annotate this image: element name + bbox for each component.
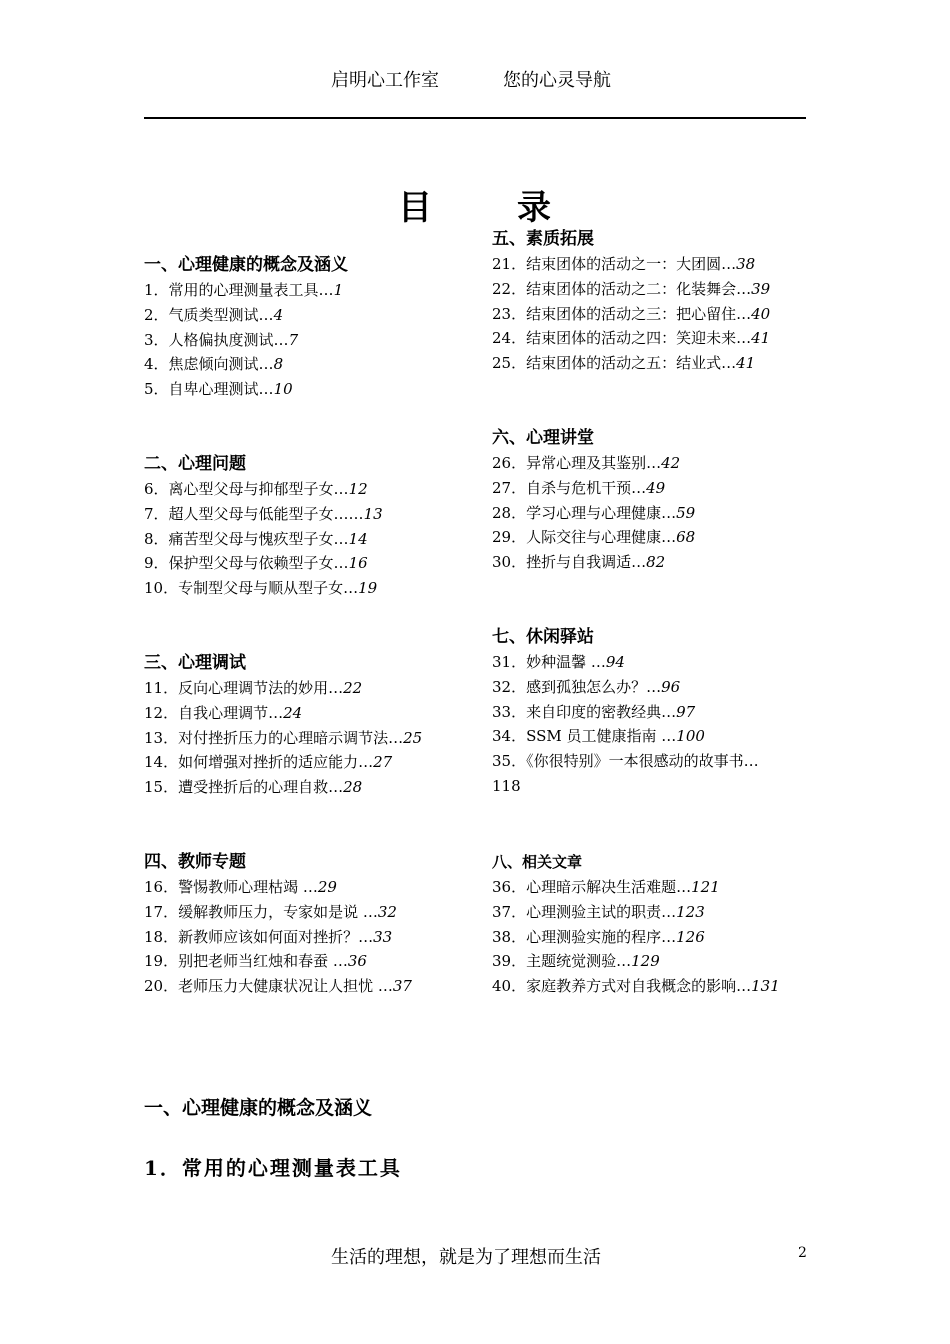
toc-entry[interactable] [492, 302, 810, 327]
toc-entry-title: 结束团体的活动之二：化装舞会… [526, 279, 752, 298]
toc-entry[interactable] [492, 476, 810, 501]
toc-entry-number: 29． [492, 528, 527, 547]
toc-entry-number: 28． [492, 503, 527, 522]
toc-section [492, 227, 810, 376]
toc-entry-page: 24 [283, 703, 303, 722]
toc-entry[interactable] [492, 675, 810, 700]
toc-entry-title: 老师压力大健康状况让人担忧 … [178, 977, 393, 996]
toc-entry-page: 22 [343, 679, 363, 697]
toc-entry-title: 如何增强对挫折的适应能力… [178, 753, 374, 772]
toc-entry-page: 1 [333, 281, 344, 299]
toc-entry[interactable] [144, 576, 474, 601]
toc-entry-page: 28 [343, 778, 363, 797]
toc-entry-page: 25 [403, 728, 423, 747]
toc-entry-title: 焦虑倾向测试… [168, 355, 274, 374]
page-number: 2 [798, 1245, 807, 1261]
toc-entry[interactable] [492, 525, 810, 550]
toc-entry-title: 心理暗示解决生活难题… [526, 878, 692, 896]
toc-entry-page: 12 [348, 480, 368, 498]
toc-entry[interactable] [492, 501, 810, 526]
toc-entry-number: 37． [492, 902, 527, 921]
toc-entry-number: 5． [144, 380, 169, 399]
toc-entry[interactable] [144, 750, 474, 775]
toc-entry-number: 27． [492, 478, 527, 497]
toc-entry[interactable] [492, 650, 810, 675]
toc-entry[interactable] [144, 377, 474, 402]
toc-entry-title: 离心型父母与抑郁型子女… [168, 480, 349, 498]
toc-entry[interactable] [144, 278, 474, 303]
toc-entry-number: 32． [492, 677, 527, 696]
toc-entry-title: 人格偏执度测试… [168, 330, 289, 349]
toc-entry[interactable] [144, 676, 474, 701]
toc-entry-page: 59 [676, 503, 696, 522]
toc-entry-page: 13 [363, 504, 383, 523]
body-section-heading: 一、心理健康的概念及涵义 [144, 1097, 373, 1119]
toc-entry[interactable] [492, 252, 810, 277]
toc-entry[interactable] [492, 925, 810, 950]
toc-entry-number: 34． [492, 727, 527, 746]
toc-entry-title: 结束团体的活动之五：结业式… [526, 354, 737, 373]
toc-entry-number: 4． [144, 355, 169, 374]
toc-entry-number: 18． [144, 927, 179, 946]
toc-entry-number: 39． [492, 952, 527, 971]
toc-entry-title: 心理测验实施的程序… [526, 927, 677, 946]
toc-entry[interactable] [492, 900, 810, 925]
toc-entry[interactable] [144, 726, 474, 751]
toc-entry-page: 40 [751, 304, 771, 323]
toc-entry-title: 保护型父母与依赖型子女… [168, 554, 349, 573]
toc-entry-title: 对付挫折压力的心理暗示调节法… [178, 728, 404, 747]
toc-entry-page: 27 [373, 753, 393, 772]
toc-entry-page: 41 [751, 329, 771, 348]
page-header [0, 66, 950, 96]
toc-entry-title: 自杀与危机干预… [526, 478, 647, 497]
toc-entry-page: 38 [736, 255, 756, 273]
toc-entry-page: 97 [676, 702, 696, 721]
toc-entry-number: 7． [144, 504, 169, 523]
toc-entry-title: 学习心理与心理健康… [526, 503, 677, 522]
toc-entry-page: 33 [373, 927, 393, 946]
toc-section [144, 253, 474, 402]
toc-entry-title: 遭受挫折后的心理自救… [178, 778, 344, 797]
toc-entry[interactable] [492, 351, 810, 376]
toc-entry-page: 96 [661, 677, 681, 696]
toc-entry[interactable] [492, 749, 810, 774]
toc-title: 目录 [398, 188, 636, 228]
toc-entry-page: 82 [646, 553, 666, 572]
toc-section [144, 850, 474, 999]
toc-entry[interactable] [492, 700, 810, 725]
toc-entry-page: 39 [751, 279, 771, 298]
toc-entry-number: 40． [492, 977, 527, 996]
toc-entry-page: 19 [358, 579, 378, 598]
toc-entry-number: 35． [492, 752, 527, 771]
toc-entry[interactable] [492, 974, 810, 999]
toc-entry-number: 6． [144, 480, 169, 498]
toc-entry-number: 33． [492, 702, 527, 721]
toc-section [144, 651, 474, 800]
toc-entry[interactable] [144, 775, 474, 800]
toc-entry-title: 专制型父母与顺从型子女… [178, 579, 359, 598]
toc-entry-number: 26． [492, 454, 527, 472]
toc-entry-page: 14 [348, 529, 368, 548]
toc-entry-title: 妙种温馨 … [526, 653, 606, 671]
toc-entry-title: 新教师应该如何面对挫折？… [178, 927, 374, 946]
toc-entry-number: 38． [492, 927, 527, 946]
toc-entry-number: 12． [144, 703, 179, 722]
toc-entry[interactable] [144, 328, 474, 353]
toc-entry[interactable] [144, 551, 474, 576]
toc-entry-title: 主题统觉测验… [526, 952, 632, 971]
toc-entry-number: 17． [144, 902, 179, 921]
footer-motto: 生活的理想，就是为了理想而生活 [331, 1247, 601, 1268]
toc-section-heading: 五、素质拓展 [492, 229, 594, 249]
toc-entry[interactable] [144, 701, 474, 726]
toc-entry-title: 人际交往与心理健康… [526, 528, 677, 547]
toc-entry-number: 20． [144, 977, 179, 996]
toc-entry-title: 常用的心理测量表工具… [168, 281, 334, 299]
toc-entry-number: 16． [144, 878, 179, 896]
toc-entry[interactable] [144, 502, 474, 527]
toc-entry-title: 自卑心理测试… [168, 380, 274, 399]
toc-entry-number: 9． [144, 554, 169, 573]
toc-entry[interactable] [144, 477, 474, 502]
toc-entry-title: 结束团体的活动之三：把心留住… [526, 304, 752, 323]
toc-section [492, 625, 810, 799]
toc-entry-page: 4 [273, 305, 284, 324]
toc-section-heading: 二、心理问题 [144, 454, 246, 474]
toc-section-heading: 一、心理健康的概念及涵义 [144, 255, 348, 275]
toc-entry-title: 结束团体的活动之四：笑迎未来… [526, 329, 752, 348]
toc-entry-number: 25． [492, 354, 527, 373]
toc-entry-page: 121 [691, 878, 720, 896]
toc-entry-page: 94 [605, 653, 625, 671]
toc-entry-title: 心理测验主试的职责… [526, 902, 677, 921]
toc-entry-page: 126 [676, 927, 705, 946]
toc-entry-page: 36 [347, 952, 367, 971]
toc-entry-title: 感到孤独怎么办？… [526, 677, 662, 696]
toc-entry-title: 来自印度的密教经典… [526, 702, 677, 721]
toc-entry-number: 3． [144, 330, 169, 349]
toc-entry-title: 痛苦型父母与愧疚型子女… [168, 529, 349, 548]
toc-entry-page: 8 [273, 355, 284, 374]
toc-entry-title: 别把老师当红烛和春蚕 … [178, 952, 348, 971]
toc-entry[interactable] [144, 352, 474, 377]
toc-entry[interactable] [144, 974, 474, 999]
toc-entry-number: 8． [144, 529, 169, 548]
toc-entry-title: 超人型父母与低能型子女…… [168, 504, 364, 523]
toc-entry[interactable] [492, 451, 810, 476]
toc-section-heading: 七、休闲驿站 [492, 627, 594, 647]
toc-entry-number: 23． [492, 304, 527, 323]
toc-entry-page: 16 [348, 554, 368, 573]
toc-entry-title: 反向心理调节法的妙用… [178, 679, 344, 697]
toc-entry-page: 32 [377, 902, 397, 921]
toc-entry-number: 11． [144, 679, 179, 697]
toc-entry[interactable] [492, 326, 810, 351]
toc-entry-page: 41 [736, 354, 756, 373]
toc-section [144, 452, 474, 601]
toc-entry-page: 29 [317, 878, 337, 896]
toc-entry[interactable] [144, 527, 474, 552]
toc-entry[interactable] [144, 925, 474, 950]
toc-entry[interactable] [492, 875, 810, 900]
toc-entry-title: 自我心理调节… [178, 703, 284, 722]
toc-entry-title: 《你很特别》一本很感动的故事书… [526, 752, 759, 771]
toc-entry-number: 2． [144, 305, 169, 324]
toc-entry[interactable] [492, 949, 810, 974]
toc-entry-page: 118 [492, 776, 521, 795]
toc-entry-number: 22． [492, 279, 527, 298]
toc-entry-title: 异常心理及其鉴别… [526, 454, 662, 472]
toc-entry-page-wrapped[interactable] [492, 774, 810, 799]
toc-entry[interactable] [144, 303, 474, 328]
toc-section [492, 850, 810, 999]
toc-entry-title: 气质类型测试… [168, 305, 274, 324]
toc-entry[interactable] [144, 900, 474, 925]
toc-entry-number: 24． [492, 329, 527, 348]
toc-entry-number: 19． [144, 952, 179, 971]
toc-entry-title: 结束团体的活动之一：大团圆… [526, 255, 737, 273]
toc-entry-number: 13． [144, 728, 179, 747]
toc-entry-title: 家庭教养方式对自我概念的影响… [526, 977, 752, 996]
toc-entry[interactable] [144, 949, 474, 974]
toc-section [492, 426, 810, 575]
toc-entry[interactable] [492, 550, 810, 575]
toc-entry[interactable] [492, 724, 810, 749]
toc-entry-page: 123 [676, 902, 705, 921]
toc-entry-page: 10 [273, 380, 293, 399]
toc-entry-page: 100 [676, 727, 705, 746]
header-studio-name: 启明心工作室 [331, 70, 439, 91]
header-divider [144, 117, 806, 119]
toc-section-heading: 三、心理调试 [144, 653, 246, 673]
toc-entry-title: 缓解教师压力，专家如是说 … [178, 902, 378, 921]
toc-entry-title: SSM 员工健康指南 … [526, 727, 677, 746]
toc-entry-page: 49 [646, 478, 666, 497]
toc-entry-page: 129 [631, 952, 660, 971]
toc-section-heading: 八、相关文章 [492, 853, 583, 871]
toc-section-heading: 六、心理讲堂 [492, 428, 594, 448]
toc-entry-page: 37 [392, 977, 412, 996]
body-subsection-heading: 1．常用的心理测量表工具 [144, 1156, 402, 1180]
toc-entry-number: 31． [492, 653, 527, 671]
toc-entry-page: 42 [661, 454, 681, 472]
toc-entry-number: 15． [144, 778, 179, 797]
toc-section-heading: 四、教师专题 [144, 852, 246, 872]
toc-entry-page: 68 [676, 528, 696, 547]
toc-entry-title: 警惕教师心理枯竭 … [178, 878, 318, 896]
toc-entry-title: 挫折与自我调适… [526, 553, 647, 572]
toc-entry[interactable] [492, 277, 810, 302]
toc-entry-number: 1． [144, 281, 169, 299]
toc-entry-page: 7 [288, 330, 299, 349]
toc-entry-number: 30． [492, 553, 527, 572]
header-slogan: 您的心灵导航 [503, 70, 611, 91]
toc-entry-number: 10． [144, 579, 179, 598]
toc-entry-number: 36． [492, 878, 527, 896]
toc-entry-number: 21． [492, 255, 527, 273]
toc-entry-number: 14． [144, 753, 179, 772]
toc-entry-page: 131 [751, 977, 780, 996]
toc-entry[interactable] [144, 875, 474, 900]
